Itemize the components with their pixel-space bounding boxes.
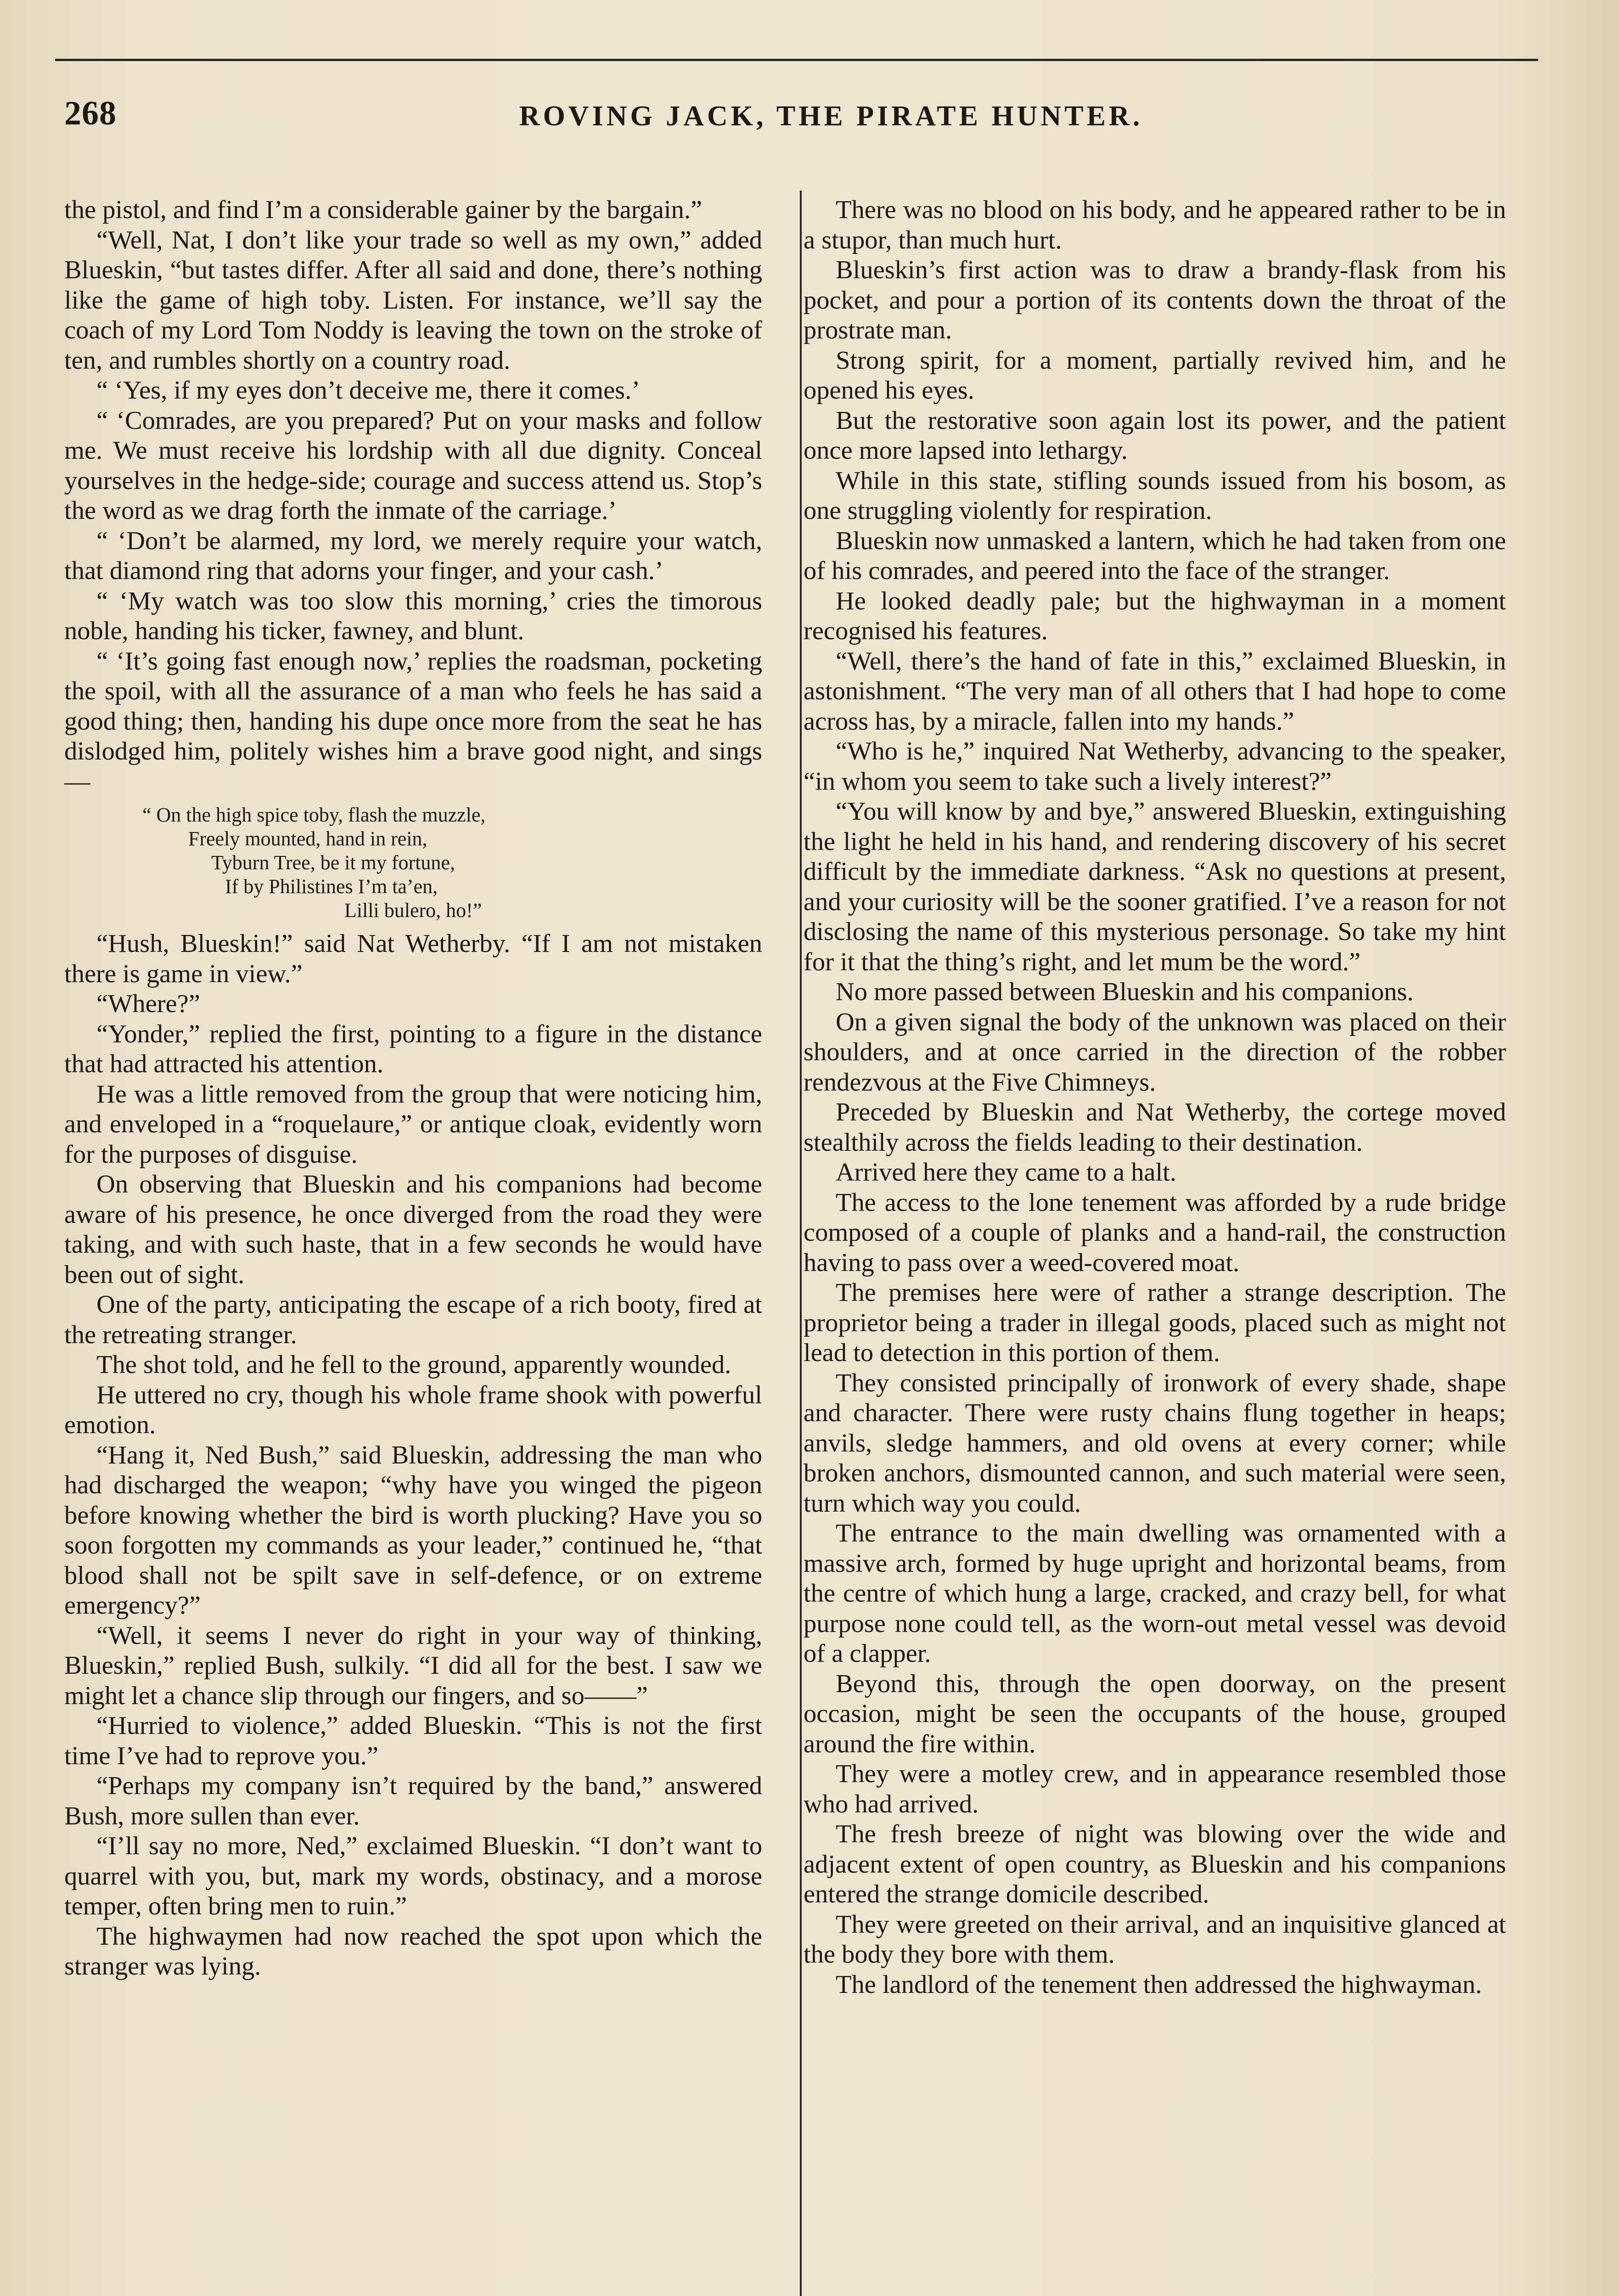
paragraph: “Who is he,” inquired Nat Wetherby, advancing to the speaker, “in whom you seem to take such a lively interest?” [804, 737, 1506, 796]
paragraph: “Hang it, Ned Bush,” said Blueskin, addressing the man who had discharged the weapon; “why have you winged the pigeon before knowing whether the bird is worth plucking? Have you so soon forgotten my commands as your leader,” continued he, “that blood shall not be spilt save in self-defence, or on extreme emergency?” [64, 1441, 762, 1620]
paragraph: But the restorative soon again lost its power, and the patient once more lapsed into lethargy. [804, 406, 1506, 465]
paragraph: “Hush, Blueskin!” said Nat Wetherby. “If I am not mistaken there is game in view.” [64, 929, 762, 988]
paragraph: They were greeted on their arrival, and an inquisitive glanced at the body they bore with them. [804, 1910, 1506, 1969]
paragraph: The fresh breeze of night was blowing over the wide and adjacent extent of open country, as Blueskin and his companions entered the strange domicile described. [804, 1820, 1506, 1908]
paragraph: There was no blood on his body, and he appeared rather to be in a stupor, than much hurt. [804, 196, 1506, 254]
paragraph: “Well, Nat, I don’t like your trade so well as my own,” added Blueskin, “but tastes differ. After all said and done, there’s nothing like the game of high toby. Listen. For instance, we’ll say the coach of my Lord Tom Noddy is leaving the town on the stroke of ten, and rumbles shortly on a country road. [64, 225, 762, 375]
paragraph: The landlord of the tenement then addressed the highwayman. [836, 1970, 1482, 1999]
top-rule [55, 59, 1538, 61]
verse-line: If by Philistines I’m ta’en, [225, 875, 438, 898]
paragraph: They were a motley crew, and in appearance resembled those who had arrived. [804, 1760, 1506, 1818]
paragraph: the pistol, and find I’m a considerable gainer by the bargain.” [64, 196, 703, 224]
paragraph: While in this state, stifling sounds issued from his bosom, as one struggling violently for respiration. [804, 466, 1506, 525]
right-column [804, 195, 1506, 2000]
paragraph: The shot told, and he fell to the ground, apparently wounded. [96, 1351, 731, 1379]
running-title: ROVING JACK, THE PIRATE HUNTER. [519, 101, 1143, 132]
verse-line: Freely mounted, hand in rein, [188, 827, 427, 850]
paragraph: “Where?” [96, 990, 200, 1018]
paragraph: Strong spirit, for a moment, partially revived him, and he opened his eyes. [804, 346, 1506, 405]
column-divider [800, 191, 802, 2296]
paragraph: The premises here were of rather a strange description. The proprietor being a trader in illegal goods, placed such as might not lead to detection in this portion of them. [804, 1278, 1506, 1367]
left-column [64, 195, 762, 1982]
paragraph: “Yonder,” replied the first, pointing to a figure in the distance that had attracted his attention. [64, 1019, 762, 1078]
paragraph: The entrance to the main dwelling was ornamented with a massive arch, formed by huge upright and horizontal beams, from the centre of which hung a large, cracked, and crazy bell, for what purpose none could tell, as the worn-out metal vessel was devoid of a clapper. [804, 1519, 1506, 1668]
verse-line: Tyburn Tree, be it my fortune, [211, 851, 455, 874]
paragraph: “ ‘Comrades, are you prepared? Put on your masks and follow me. We must receive his lordship with all due dignity. Conceal yourselves in the hedge-side; courage and success attend us. Stop’s the word as we drag forth the inmate of the carriage.’ [64, 406, 762, 525]
paragraph: “Hurried to violence,” added Blueskin. “This is not the first time I’ve had to reprove you.” [64, 1711, 762, 1770]
paragraph: Preceded by Blueskin and Nat Wetherby, the cortege moved stealthily across the fields leading to their destination. [804, 1098, 1506, 1157]
page-number: 268 [64, 95, 117, 132]
paragraph: “Well, it seems I never do right in your way of thinking, Blueskin,” replied Bush, sulkily. “I did all for the best. I saw we might let a chance slip through our fingers, and so——” [64, 1621, 762, 1710]
paragraph: The access to the lone tenement was afforded by a rude bridge composed of a couple of planks and a hand-rail, the construction having to pass over a weed-covered moat. [804, 1188, 1506, 1277]
paragraph: Blueskin now unmasked a lantern, which he had taken from one of his comrades, and peered into the face of the stranger. [804, 526, 1506, 585]
paragraph: Blueskin’s first action was to draw a brandy-flask from his pocket, and pour a portion of its contents down the throat of the prostrate man. [804, 256, 1506, 344]
paragraph: On observing that Blueskin and his companions had become aware of his presence, he once diverged from the road they were taking, and with such haste, that in a few seconds he would have been out of sight. [64, 1170, 762, 1289]
paragraph: “ ‘My watch was too slow this morning,’ cries the timorous noble, handing his ticker, fawney, and blunt. [64, 586, 762, 645]
paragraph: “ ‘Don’t be alarmed, my lord, we merely require your watch, that diamond ring that adorns your finger, and your cash.’ [64, 526, 762, 585]
paragraph: On a given signal the body of the unknown was placed on their shoulders, and at once carried in the direction of the robber rendezvous at the Five Chimneys. [804, 1007, 1506, 1097]
paragraph: He uttered no cry, though his whole frame shook with powerful emotion. [64, 1380, 762, 1439]
verse-line: Lilli bulero, ho!” [344, 899, 482, 922]
paragraph: Arrived here they came to a halt. [836, 1158, 1177, 1187]
verse-line: “ On the high spice toby, flash the muzzle, [142, 804, 486, 826]
paragraph: “You will know by and bye,” answered Blueskin, extinguishing the light he held in his hand, and rendering discovery of his secret difficult by the immediate darkness. “Ask no questions at present, and your curiosity will be the sooner gratified. I’ve a reason for not disclosing the name of this mysterious personage. So take my hint for it that the thing’s right, and let mum be the word.” [804, 797, 1506, 976]
paragraph: “ ‘Yes, if my eyes don’t deceive me, there it comes.’ [96, 376, 641, 405]
paragraph: They consisted principally of ironwork of every shade, shape and character. There were rusty chains flung together in heaps; anvils, sledge hammers, and old ovens at every corner; while broken anchors, dismounted cannon, and such material were seen, turn which way you could. [804, 1368, 1506, 1518]
paragraph: Beyond this, through the open doorway, on the present occasion, might be seen the occupants of the house, grouped around the fire within. [804, 1669, 1506, 1758]
paragraph: No more passed between Blueskin and his companions. [836, 978, 1414, 1006]
paragraph: “ ‘It’s going fast enough now,’ replies the roadsman, pocketing the spoil, with all the assurance of a man who feels he has said a good thing; then, handing his dupe once more from the seat he has dislodged him, politely wishes him a brave good night, and sings— [64, 647, 762, 796]
paragraph: The highwaymen had now reached the spot upon which the stranger was lying. [64, 1922, 762, 1981]
song-verse [142, 803, 762, 923]
paragraph: “Perhaps my company isn’t required by the band,” answered Bush, more sullen than ever. [64, 1772, 762, 1830]
paragraph: “Well, there’s the hand of fate in this,” exclaimed Blueskin, in astonishment. “The very man of all others that I had hope to come across has, by a miracle, fallen into my hands.” [804, 647, 1506, 736]
paragraph: “I’ll say no more, Ned,” exclaimed Blueskin. “I don’t want to quarrel with you, but, mark my words, obstinacy, and a morose temper, often bring men to ruin.” [64, 1832, 762, 1920]
paragraph: He looked deadly pale; but the highwayman in a moment recognised his features. [804, 586, 1506, 645]
paragraph: One of the party, anticipating the escape of a rich booty, fired at the retreating stranger. [64, 1290, 762, 1349]
paragraph: He was a little removed from the group that were noticing him, and enveloped in a “roquelaure,” or antique cloak, evidently worn for the purposes of disguise. [64, 1080, 762, 1169]
